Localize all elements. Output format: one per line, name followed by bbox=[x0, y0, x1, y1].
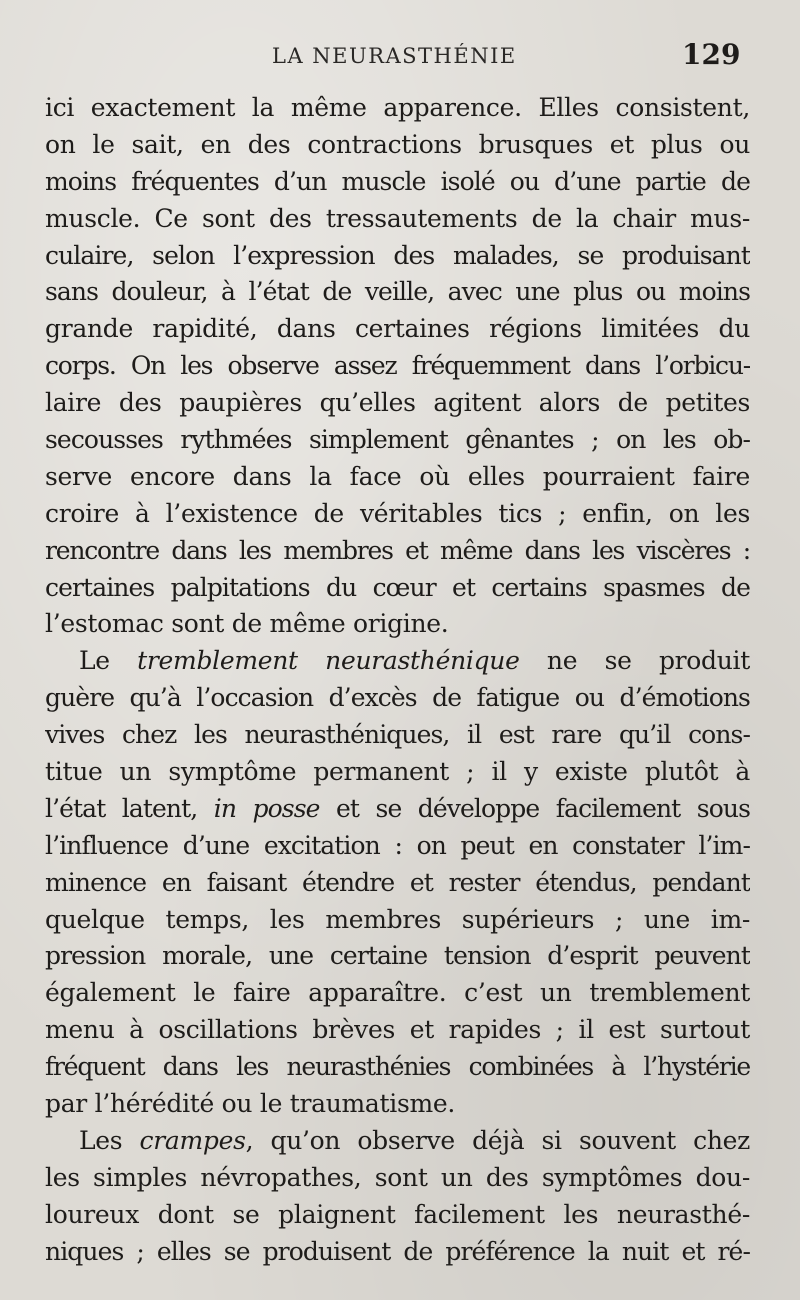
italic-term: in posse bbox=[213, 793, 320, 823]
text-line: culaire, selon l’expression des malades, se produisant bbox=[45, 240, 750, 270]
text-line: corps. On les observe assez fréquemment dans l’orbicu- bbox=[45, 351, 750, 381]
text-line: les simples névropathes, sont un des symptômes dou- bbox=[45, 1162, 750, 1192]
text-line: également le faire apparaître. c’est un tremblement bbox=[45, 978, 750, 1008]
line-text: Le bbox=[79, 646, 138, 676]
text-line: sans douleur, à l’état de veille, avec une plus ou moins bbox=[45, 277, 750, 307]
text-line: ici exactement la même apparence. Elles consistent, bbox=[45, 93, 750, 122]
text-line: par l’hérédité ou le traumatisme. bbox=[45, 1089, 456, 1119]
italic-term: tremblement neurasthénique bbox=[137, 646, 520, 676]
text-line: loureux dont se plaignent facilement les neurasthé- bbox=[45, 1199, 750, 1229]
text-line bbox=[45, 643, 750, 680]
body-text bbox=[45, 90, 750, 1271]
text-line: guère qu’à l’occasion d’excès de fatigue ou d’émotions bbox=[45, 683, 750, 713]
text-line bbox=[45, 791, 750, 828]
text-line: serve encore dans la face où elles pourraient faire bbox=[45, 461, 750, 491]
text-line: vives chez les neurasthéniques, il est rare qu’il cons- bbox=[45, 720, 750, 750]
text-line: l’influence d’une excitation : on peut en constater l’im- bbox=[45, 830, 750, 860]
text-line: menu à oscillations brèves et rapides ; il est surtout bbox=[45, 1015, 750, 1045]
text-line: rencontre dans les membres et même dans les viscères : bbox=[45, 535, 750, 565]
line-text: et se développe facilement sous bbox=[319, 793, 750, 823]
running-title: LA NEURASTHÉNIE bbox=[272, 44, 517, 68]
text-line: secousses rythmées simplement gênantes ; on les ob- bbox=[45, 425, 750, 455]
italic-term: crampes bbox=[139, 1125, 246, 1155]
line-text: ne se produit bbox=[519, 646, 750, 676]
text-line: laire des paupières qu’elles agitent alors de petites bbox=[45, 388, 750, 418]
line-text: , qu’on observe déjà si souvent chez bbox=[245, 1125, 750, 1155]
text-line: niques ; elles se produisent de préférence la nuit et ré- bbox=[45, 1236, 750, 1266]
text-line: quelque temps, les membres supérieurs ; une im- bbox=[45, 904, 750, 934]
text-line: minence en faisant étendre et rester étendus, pendant bbox=[45, 867, 750, 897]
text-line: l’estomac sont de même origine. bbox=[45, 609, 449, 639]
line-text: Les bbox=[79, 1125, 140, 1155]
page-number: 129 bbox=[682, 38, 741, 71]
text-line: certaines palpitations du cœur et certains spasmes de bbox=[45, 572, 750, 602]
text-line: titue un symptôme permanent ; il y existe plutôt à bbox=[45, 757, 750, 787]
text-line: moins fréquentes d’un muscle isolé ou d’une partie de bbox=[45, 166, 750, 196]
text-line bbox=[45, 1123, 750, 1160]
text-line: muscle. Ce sont des tressautements de la chair mus- bbox=[45, 203, 750, 233]
text-line: pression morale, une certaine tension d’esprit peuvent bbox=[45, 941, 750, 971]
text-line: grande rapidité, dans certaines régions limitées du bbox=[45, 314, 750, 344]
text-line: on le sait, en des contractions brusques et plus ou bbox=[45, 129, 750, 159]
line-text: l’état latent, bbox=[45, 793, 214, 823]
text-line: croire à l’existence de véritables tics ; enfin, on les bbox=[45, 498, 750, 528]
running-head bbox=[0, 38, 800, 78]
text-line: fréquent dans les neurasthénies combinées à l’hystérie bbox=[45, 1052, 750, 1082]
